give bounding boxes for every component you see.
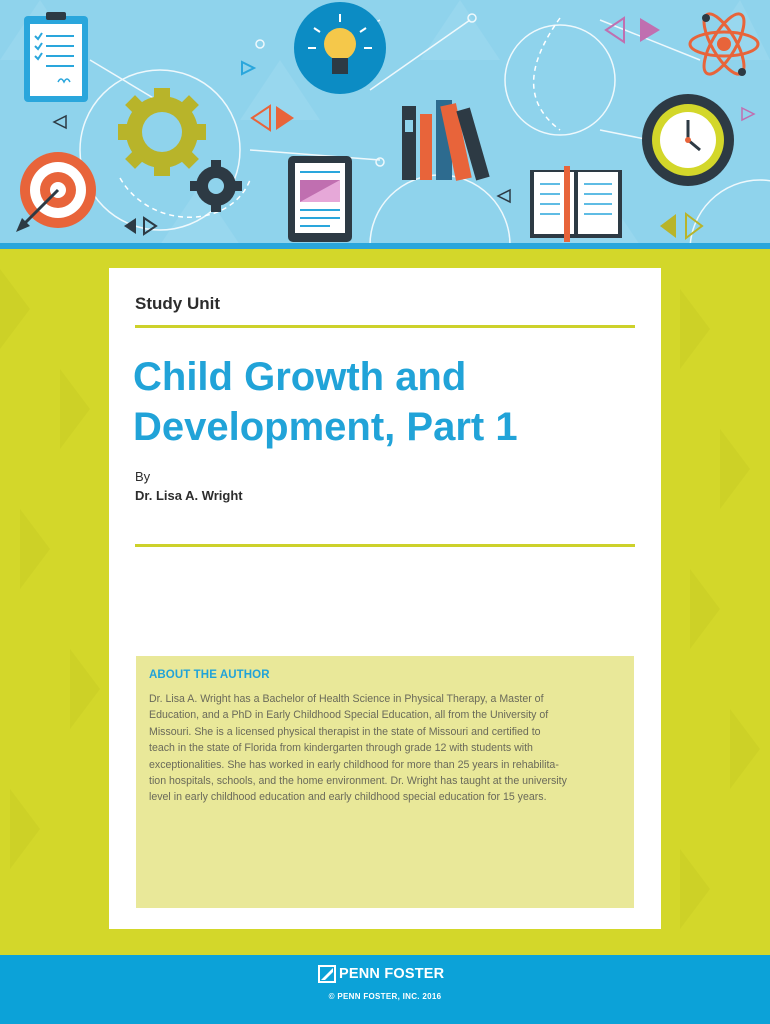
about-line: level in early childhood education and early childhood special education for 15 years.	[149, 791, 547, 804]
about-line: Dr. Lisa A. Wright has a Bachelor of Health Science in Physical Therapy, a Master of	[149, 693, 544, 705]
about-line: exceptionalities. She has worked in early childhood for more than 25 years in rehabilita-	[149, 758, 559, 771]
copyright-notice: © PENN FOSTER, INC. 2016	[328, 992, 442, 1001]
logo-text: PENN FOSTER	[339, 966, 445, 982]
about-line: Education, and a PhD in Early Childhood Special Education, all from the University of	[149, 709, 549, 722]
clock-icon	[642, 94, 734, 186]
header-illustration-banner	[0, 0, 770, 245]
about-line: tion hospitals, schools, and the home environment. Dr. Wright has taught at the university	[149, 775, 567, 788]
gears-icon	[118, 88, 242, 212]
penn-foster-logo	[318, 964, 444, 984]
tablet-icon	[288, 156, 352, 242]
cover-card	[109, 268, 661, 929]
top-divider	[135, 325, 635, 328]
about-heading: ABOUT THE AUTHOR	[149, 669, 270, 681]
bottom-divider	[135, 544, 635, 547]
clipboard-checklist-icon	[24, 12, 88, 102]
document-title	[133, 352, 643, 452]
penn-foster-mark-icon	[318, 965, 336, 983]
lightbulb-icon	[294, 2, 386, 94]
title-line-1: Child Growth and	[133, 355, 467, 399]
study-unit-label: Study Unit	[135, 294, 220, 313]
author-name: Dr. Lisa A. Wright	[135, 488, 243, 503]
books-icon	[402, 100, 490, 181]
about-text	[149, 691, 627, 806]
open-book-icon	[530, 166, 622, 242]
about-the-author-box	[136, 656, 634, 908]
target-icon	[16, 152, 96, 232]
about-line: Missouri. She is a licensed physical therapist in the state of Missouri and certified to	[149, 725, 541, 738]
banner-art	[0, 0, 770, 245]
title-line-2: Development, Part 1	[133, 405, 518, 449]
footer-bar	[0, 955, 770, 1024]
by-label: By	[135, 469, 151, 484]
about-line: teach in the state of Florida from kindergarten through grade 12 with students with	[149, 742, 533, 755]
